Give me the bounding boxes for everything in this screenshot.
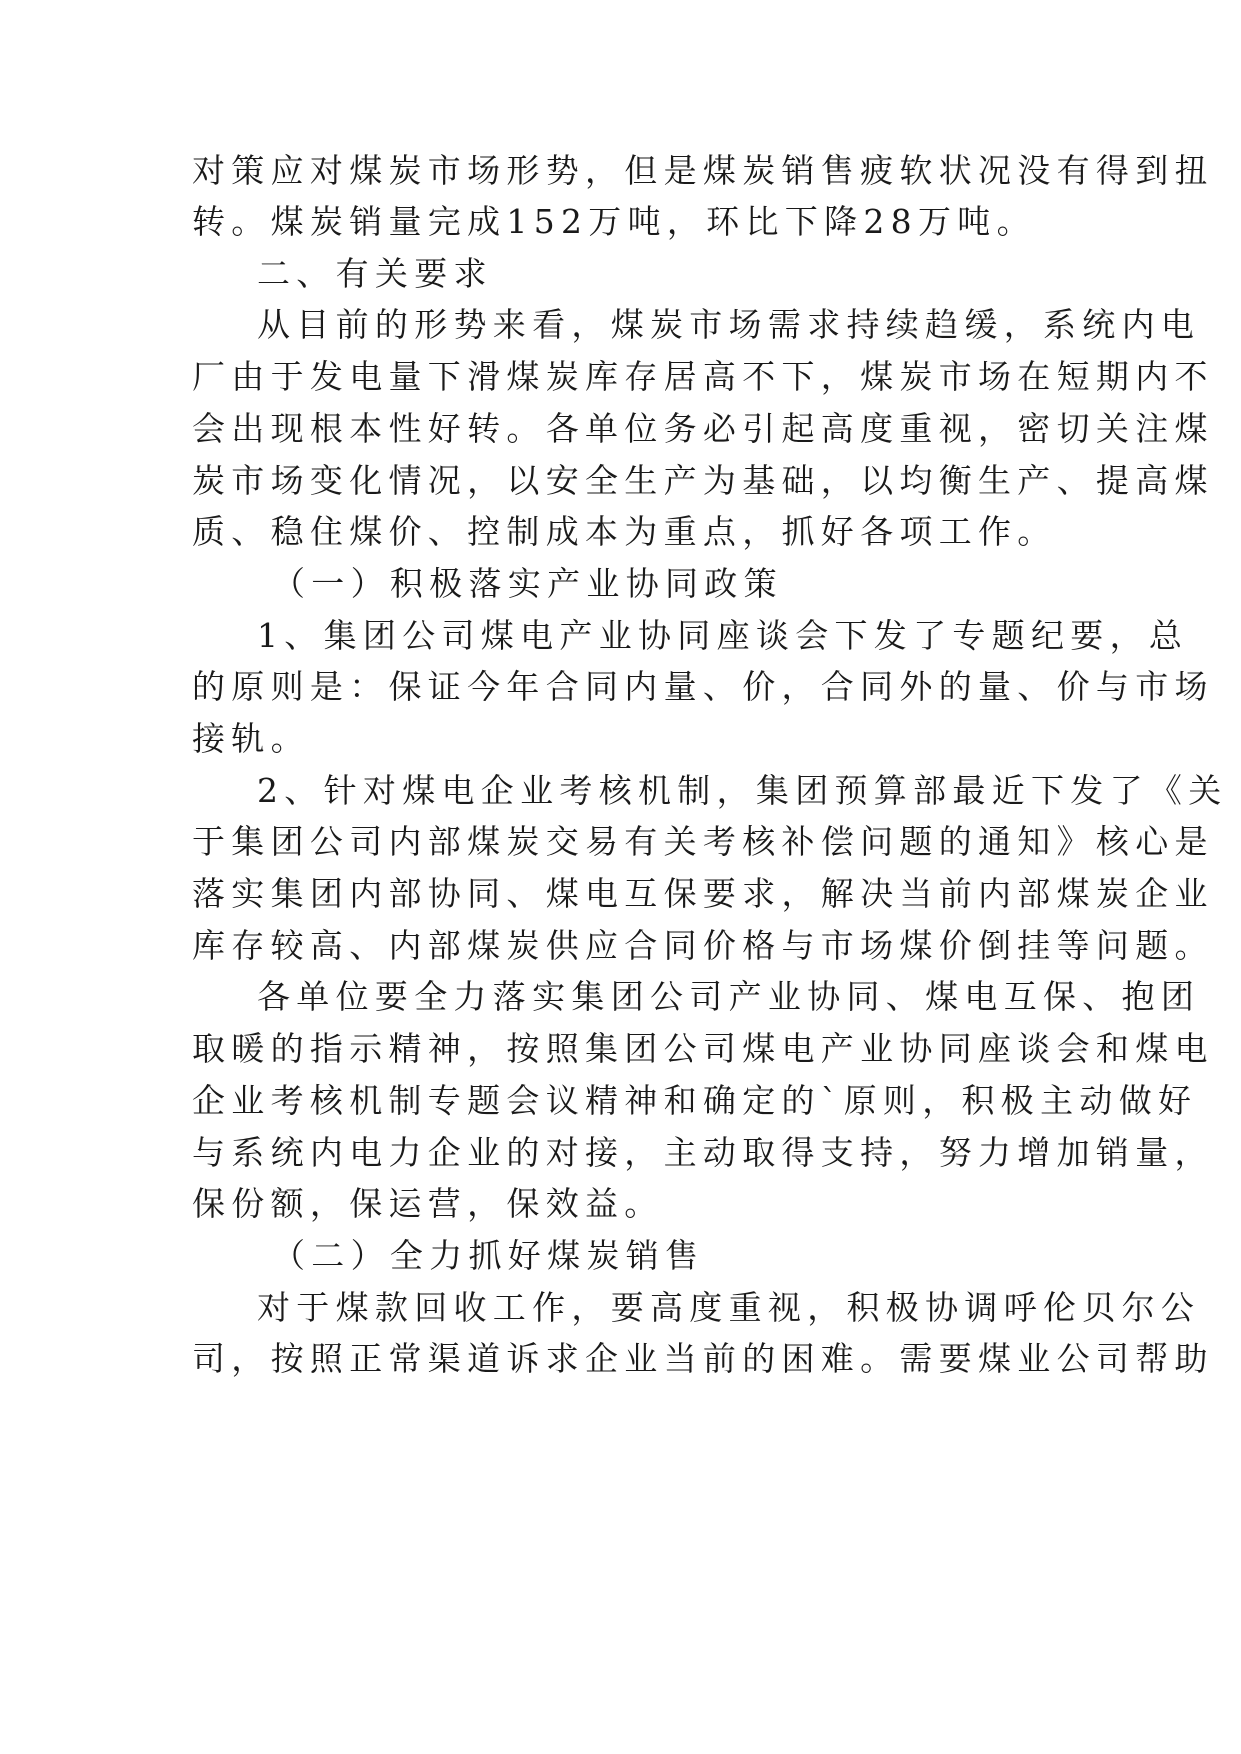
subsection-heading: （一）积极落实产业协同政策 [272,564,783,603]
section-heading: 二、有关要求 [257,254,493,293]
text-line: 取暖的指示精神，按照集团公司煤电产业协同座谈会和煤电 [192,1029,1214,1068]
text-line: 转。煤炭销量完成152万吨，环比下降28万吨。 [192,202,1036,241]
text-line: 保份额，保运营，保效益。 [192,1184,664,1223]
paragraph-start: 各单位要全力落实集团公司产业协同、煤电互保、抱团 [257,977,1201,1016]
paragraph-start: 对于煤款回收工作，要高度重视，积极协调呼伦贝尔公 [257,1288,1201,1327]
text-line: 厂由于发电量下滑煤炭库存居高不下，煤炭市场在短期内不 [192,357,1214,396]
text-line: 与系统内电力企业的对接，主动取得支持，努力增加销量， [192,1133,1214,1172]
text-line: 接轨。 [192,719,310,758]
text-line: 质、稳住煤价、控制成本为重点，抓好各项工作。 [192,512,1057,551]
paragraph-start: 1、集团公司煤电产业协同座谈会下发了专题纪要，总 [257,616,1189,655]
text-line: 企业考核机制专题会议精神和确定的`原则，积极主动做好 [192,1081,1198,1120]
text-line: 落实集团内部协同、煤电互保要求，解决当前内部煤炭企业 [192,874,1214,913]
text-line: 对策应对煤炭市场形势，但是煤炭销售疲软状况没有得到扭 [192,151,1214,190]
subsection-heading: （二）全力抓好煤炭销售 [272,1236,705,1275]
text-line: 炭市场变化情况，以安全生产为基础，以均衡生产、提高煤 [192,461,1214,500]
text-line: 于集团公司内部煤炭交易有关考核补偿问题的通知》核心是 [192,822,1214,861]
text-line: 会出现根本性好转。各单位务必引起高度重视，密切关注煤 [192,409,1214,448]
text-line: 司，按照正常渠道诉求企业当前的困难。需要煤业公司帮助 [192,1339,1214,1378]
text-line: 的原则是：保证今年合同内量、价，合同外的量、价与市场 [192,667,1214,706]
text-line: 库存较高、内部煤炭供应合同价格与市场煤价倒挂等问题。 [192,926,1214,965]
paragraph-start: 2、针对煤电企业考核机制，集团预算部最近下发了《关 [257,771,1228,810]
paragraph-start: 从目前的形势来看，煤炭市场需求持续趋缓，系统内电 [257,305,1201,344]
